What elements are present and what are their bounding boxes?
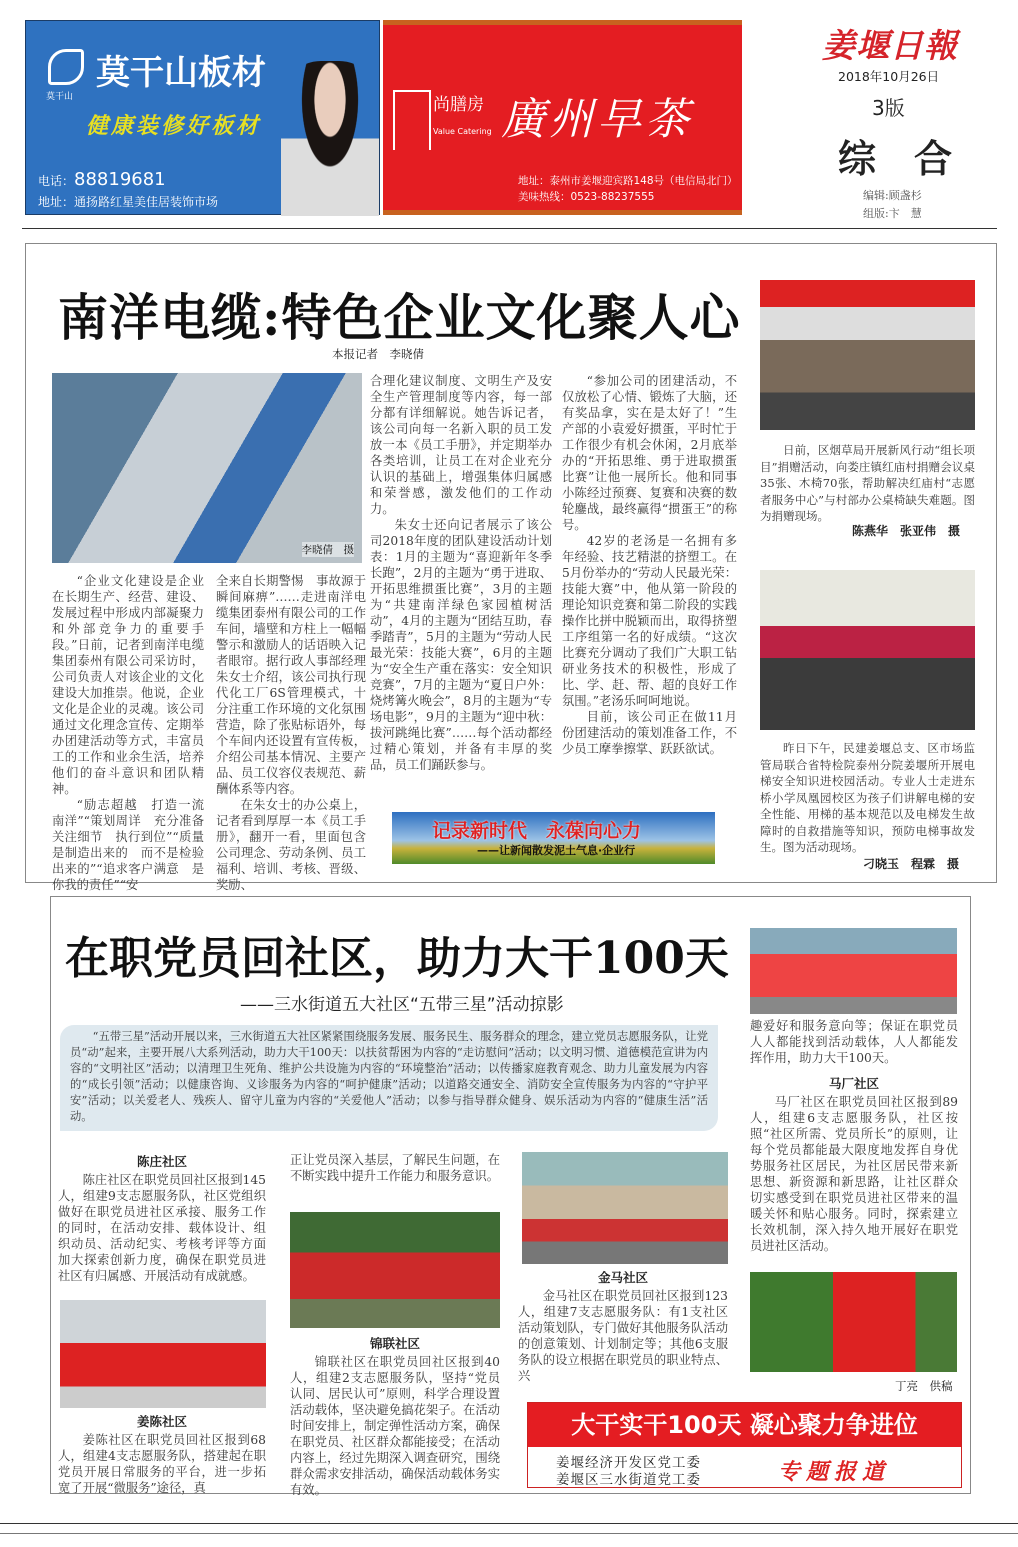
machang-section: 马厂社区 马厂社区在职党员回社区报到89人，组建6支志愿服务队，社区按照“社区所需、党员所长”的原则，让每个党员都能最大限度地发挥自身优势服务社区居民，为社区居民带来新思想、新资源和新思路，让社区群众切实感受到在职党员进社区带来的温暖关怀和贴心服务。同时，探索建立长效机制，深入持久地开展好在职党员进社区活动。 <box>750 1076 958 1253</box>
promo-label: 专题报道 <box>778 1459 891 1485</box>
promo-title: 大干实干100天 凝心聚力争进位 <box>528 1403 961 1447</box>
article1-byline: 本报记者 李晓倩 <box>332 347 424 361</box>
board-logo-icon <box>48 49 84 85</box>
footer-rule-2 <box>0 1533 1018 1534</box>
article1-col3: 合理化建议制度、文明生产及安全生产管理制度等内容，每一部分都有详细解说。她告诉记者，该公司向每一名新入职的员工发放一本《员工手册》，并定期举办各类培训，让员工在对企业充分认识的基础上，增强集体归属感和荣誉感，激发他们的工作动力。 朱女士还向记者展示了该公司2018年度的团队建设活动计划表：1月的主题为“喜迎新年冬季长跑”，2月的主题为“勇于进取、开拓思维掼蛋比赛”，3月的主题为“共建南洋绿色家园植树活动”，4月的主题为“团结互助，春季踏青”，5月的主题为“劳动人民最光荣：技能大赛”，6月的主题为“安全生产重在落实：安全知识竞赛”，7月的主题为“夏日户外：烧烤篝火晚会”，8月的主题为“专场电影”，9月的主题为“迎中秋：拔河跳绳比赛”……每个活动都经过精心策划，并备有丰厚的奖品，员工们踊跃参与。 <box>370 374 552 772</box>
article2-subtitle: ——三水街道五大社区“五带三星”活动掠影 <box>240 995 564 1015</box>
brief1-credit: 陈燕华 张亚伟 摄 <box>852 524 961 538</box>
jinma-photo <box>522 1152 728 1264</box>
board-address: 地址：通扬路红星美佳居装饰市场 <box>38 195 219 209</box>
board-slogan: 健康装修好板材 <box>86 113 262 139</box>
header-divider <box>22 228 997 229</box>
elevator-safety-photo <box>760 570 975 730</box>
chenzhuang-photo <box>60 1300 266 1408</box>
photo-credit: 李晓倩 摄 <box>301 544 354 556</box>
factory-photo <box>52 373 362 563</box>
banner-title: 记录新时代 永葆向心力 <box>432 820 642 842</box>
issue-date: 2018年10月26日 <box>838 69 940 84</box>
special-report-box <box>527 1402 962 1488</box>
article1-col1: “企业文化建设是企业在长期生产、经营、建设、发展过程中形成内部凝聚力和外部竞争力的重要手段。”日前，记者到南洋电缆集团泰州有限公司采访时，公司负责人对该企业的文化建设大加推崇。他说，企业文化是企业的灵魂。该公司通过文化理念宣传、定期举办团建活动等方式，丰富员工的工作和业余生活，培养他们的奋斗意识和团队精神。 “励志超越 打造一流南洋”“策划周详 充分准备 关注细节 执行到位”“质量是制造出来的 而不是检验出来的”“追求客户满意 是你我的责任”“安 <box>52 574 217 892</box>
teahouse-address: 地址：泰州市姜堰迎宾路148号（电信局北门） <box>518 175 738 187</box>
page-number: 3版 <box>872 96 905 120</box>
newspaper-logo: 姜堰日報 <box>822 26 958 65</box>
article1-col2: 全来自长期警惕 事故源于瞬间麻痹”……走进南洋电缆集团泰州有限公司的工作车间，墙壁和方柱上一幅幅警示和激励人的话语映入记者眼帘。据行政人事部经理朱女士介绍，该公司执行现代化工厂6S管理模式，十分注重工作环境的文化氛围营造，除了张贴标语外，每个车间内还设置有宣传板，介绍公司基本情况、主要产品、员工仪容仪表规范、薪酬体系等内容。 在朱女士的办公桌上，记者看到厚厚一本《员工手册》，翻开一看，里面包含公司理念、劳动条例、员工福利、培训、考核、晋级、奖励、 <box>216 574 366 892</box>
teahouse-logo-icon <box>393 90 431 150</box>
board-phone: 88819681 <box>74 169 166 190</box>
chenzhuang-heading: 陈庄社区 <box>136 1154 187 1169</box>
teahouse-brand: 尚膳房 <box>433 95 484 115</box>
layout-credit: 组版:卞 慧 <box>863 207 922 220</box>
jinma-heading: 金马社区 <box>597 1270 648 1285</box>
jinma-section: 金马社区 金马社区在职党员回社区报到123人，组建7支志愿服务队：有1支社区活动策划队，专门做好其他服务队活动的创意策划、计划制定等；其他6支服务队的设立根据在职党员的职业特点、兴 <box>518 1270 728 1383</box>
teahouse-title: 廣州早茶 <box>501 94 693 145</box>
brief2-caption: 昨日下午，民建姜堰总支、区市场监管局联合省特检院泰州分院姜堰所开展电梯安全知识进校园活动。专业人士走进东桥小学凤凰园校区为孩子们讲解电梯的安全性能、用梯的基本规范以及电梯发生故障时的自救措施等知识，预防电梯事故发生。图为活动现场。 <box>760 741 975 854</box>
jiangchen-section: 姜陈社区 姜陈社区在职党员回社区报到68人，组建4支志愿服务队，搭建起在职党员开展日常服务的平台，进一步拓宽了开展“微服务”途径，真 <box>58 1414 266 1495</box>
volunteer-photo <box>750 1272 957 1372</box>
teahouse-brand-en: Value Catering <box>433 127 492 136</box>
model-photo <box>281 61 379 216</box>
board-brand: 莫干山板材 <box>96 53 266 93</box>
board-brand-small: 莫干山 <box>46 92 74 102</box>
promo-org1: 姜堰经济开发区党工委 <box>556 1455 701 1471</box>
chenzhuang-section: 陈庄社区 陈庄社区在职党员回社区报到145人，组建9支志愿服务队，社区党组织做好在职党员进社区承接、服务工作的同时，在活动安排、载体设计、组织动员、活动纪实、考核考评等方面加大探索创新力度，确保在职党员进社区有归属感、开展活动有成就感。 <box>58 1154 266 1283</box>
section-name: 综 合 <box>838 136 953 181</box>
editor-credit: 编辑:顾盏杉 <box>863 189 922 202</box>
article1-title: 南洋电缆:特色企业文化聚人心 <box>58 288 741 347</box>
article2-credit: 丁亮 供稿 <box>895 1379 953 1393</box>
jiangchen-continued: 正让党员深入基层，了解民生问题，在不断实践中提升工作能力和服务意识。 <box>290 1153 500 1183</box>
article2-title: 在职党员回社区，助力大干100天 <box>65 933 729 984</box>
enterprise-banner <box>392 812 715 864</box>
jinlian-photo <box>290 1212 500 1328</box>
brief1-caption: 日前，区烟草局开展新风行动“组长项目”捐赠活动，向娄庄镇红庙村捐赠会议桌35张、木椅70张，帮助解决红庙村“志愿者服务中心”与村部办公桌椅缺失难题。图为捐赠现场。 <box>760 443 975 523</box>
promo-org2: 姜堰区三水街道党工委 <box>556 1472 701 1488</box>
article1-col4: “参加公司的团建活动，不仅放松了心情、锻炼了大脑，还有奖品拿，实在是太好了！”生产部的小袁爱好掼蛋，平时忙于工作很少有机会休闲，2月底举办的“开拓思维、勇于进取掼蛋比赛”让他一展所长。他和同事小陈经过预赛、复赛和决赛的数轮鏖战，最终赢得“掼蛋王”的称号。 42岁的老汤是一名拥有多年经验、技艺精湛的挤塑工。在5月份举办的“劳动人民最光荣：技能大赛”中，他从第一阶段的理论知识竞赛和第二阶段的实践操作比拼中脱颖而出，取得挤塑工序组第一名的好成绩。“这次比赛充分调动了我们广大职工钻研业务技术的积极性，形成了比、学、赶、帮、超的良好工作氛围。”老汤乐呵呵地说。 目前，该公司正在做11月份团建活动的策划准备工作，不少员工摩拳擦掌、跃跃欲试。 <box>562 374 737 756</box>
jinma-continued: 趣爱好和服务意向等；保证在职党员人人都能找到活动载体，人人都能发挥作用，助力大干100天。 <box>750 1019 958 1065</box>
brief2-credit: 刁晓玉 程霖 摄 <box>863 857 960 871</box>
machang-photo <box>750 928 957 1014</box>
article2-intro: “五带三星”活动开展以来，三水街道五大社区紧紧围绕服务发展、服务民生、服务群众的理念，建立党员志愿服务队，让党员“动”起来，主要开展八大系列活动，助力大干100天：以扶贫帮困为内容的“走访慰问”活动；以文明习惯、道德模范宣讲为内容的“文明社区”活动；以清理卫生死角、维护公共设施为内容的“环境整治”活动；以传播家庭教育观念、助力儿童发展为内容的“成长引领”活动；以健康咨询、义诊服务为内容的“呵护健康”活动；以道路交通安全、消防安全宣传服务为内容的“守护平安”活动；以关爱老人、残疾人、留守儿童为内容的“关爱他人”活动；以参与指导群众健身、娱乐活动为内容的“健康生活”活动。 <box>60 1025 718 1131</box>
teahouse-hotline: 美味热线：0523-88237555 <box>518 191 655 203</box>
teahouse-ad <box>383 20 742 215</box>
jinlian-section: 锦联社区 锦联社区在职党员回社区报到40人，组建2支志愿服务队，坚持“党员认同、居民认可”原则，科学合理设置活动载体，坚决避免搞花架子。在活动时间安排上，制定弹性活动方案，确保在职党员、社区群众都能接受；在活动内容上，经过先期深入调查研究，围绕群众需求安排活动，确保活动载体务实有效。 <box>290 1336 500 1497</box>
jiangchen-heading: 姜陈社区 <box>136 1414 187 1429</box>
board-phone-label: 电话： <box>38 174 75 188</box>
machang-heading: 马厂社区 <box>828 1076 879 1091</box>
jinlian-heading: 锦联社区 <box>369 1336 420 1351</box>
banner-subtitle: ——让新闻散发泥土气息·企业行 <box>477 844 636 857</box>
footer-rule <box>0 1523 1018 1524</box>
board-ad <box>25 20 380 215</box>
donation-photo <box>760 280 975 430</box>
